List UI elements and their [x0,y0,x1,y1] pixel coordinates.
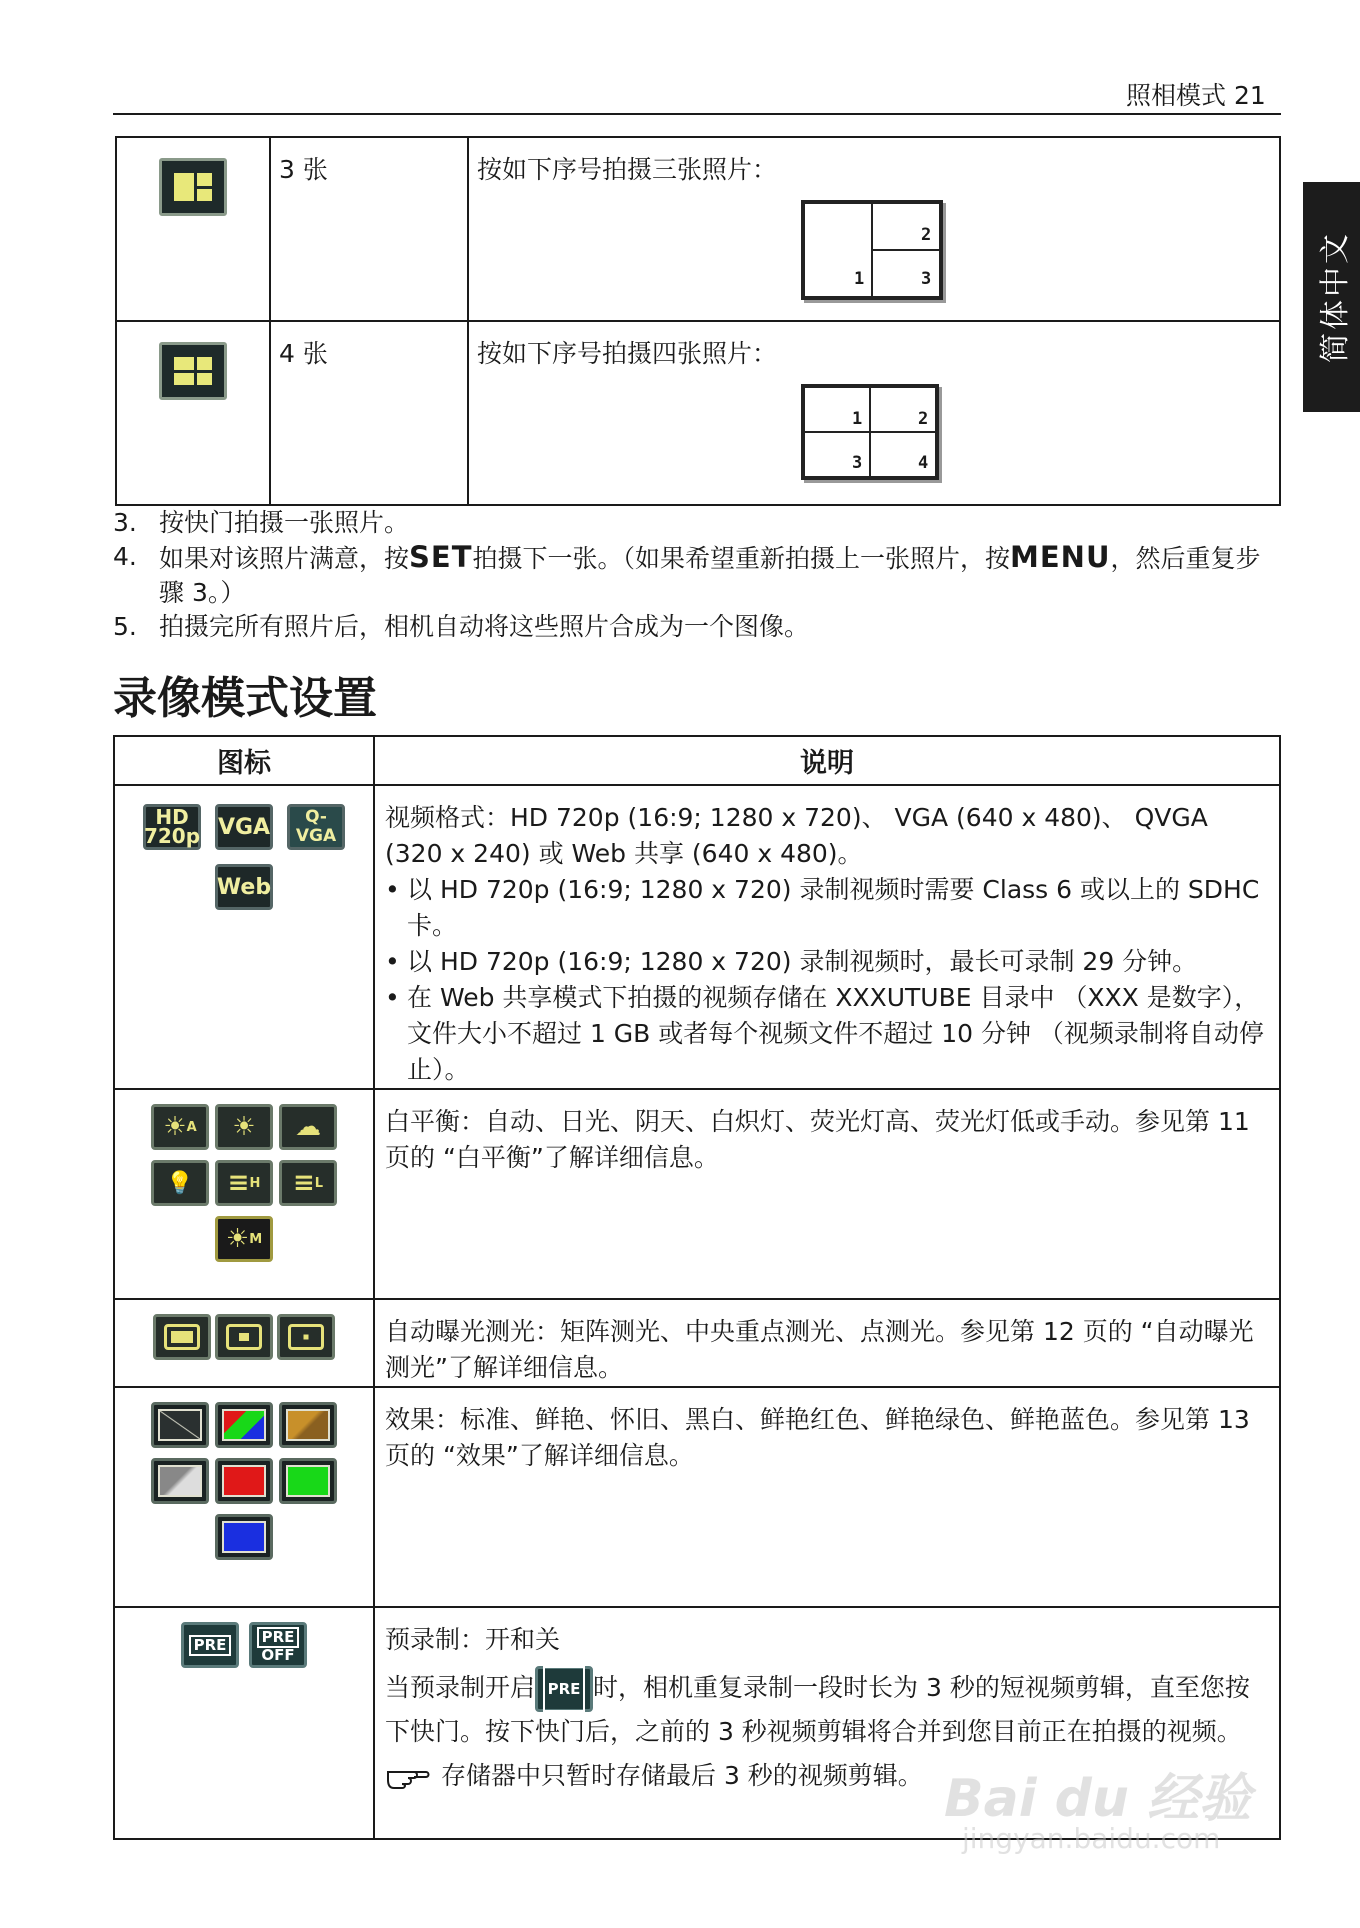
video-format-lead: 视频格式：HD 720p (16:9; 1280 x 720)、 VGA (640 x 480)、 QVGA (320 x 240) 或 Web 共享 (640 x 480)。 [385,803,1208,868]
vga-icon: VGA [215,804,273,850]
count-cell [270,321,468,505]
shot-count-table [115,136,1281,506]
watermark-logo: Bai du 经验 [944,1769,1251,1829]
step-number: 4. [113,542,137,571]
step-item [113,610,1283,644]
step-text: 按快门拍摄一张照片。 [159,508,410,537]
table-row [116,137,1280,321]
pre-record-paragraph: 当预录制开启 PRE 时，相机重复录制一段时长为 3 秒的短视频剪辑，直至您按下快门。按下快门后，之前的 3 秒视频剪辑将合并到您目前正在拍摄的视频。 [385,1666,1267,1752]
desc-cell [468,137,1280,321]
step-item [113,540,1283,610]
pre-record-off-icon: PRE OFF [249,1622,307,1668]
wb-cloudy-icon: ☁ [279,1104,337,1150]
web-icon: Web [215,864,273,910]
desc-cell [374,1299,1280,1387]
step-text: 拍摄下一张。（如果希望重新拍摄上一张照片，按 [472,544,1011,573]
diagram-number: 3 [852,453,863,473]
icon-cell [114,1089,374,1299]
effect-vivid-red-icon [215,1458,273,1504]
four-shot-diagram [801,384,939,480]
shot-count-label: 4 张 [279,339,328,368]
table-row [114,1387,1280,1607]
wb-daylight-icon: ☀ [215,1104,273,1150]
header-rule [113,113,1281,115]
count-cell [270,137,468,321]
step-text: 如果对该照片满意，按 [159,544,410,573]
list-item: • 以 HD 720p (16:9; 1280 x 720) 录制视频时，最长可录制 29 分钟。 [385,944,1267,980]
icon-column-header: 图标 [114,736,374,785]
qvga-icon: Q- VGA [287,804,345,850]
set-key-label: SET [409,540,473,574]
ae-matrix-icon [153,1314,211,1360]
step-list [113,506,1283,644]
page-header-title: 照相模式 21 [1126,81,1266,110]
list-item: • 在 Web 共享模式下拍摄的视频存储在 XXXUTUBE 目录中 （XXX 是数字），文件大小不超过 1 GB 或者每个视频文件不超过 10 分钟 （视频录制将自动停止）。 [385,980,1267,1088]
diagram-number: 4 [918,453,929,473]
step-text: 拍摄完所有照片后，相机自动将这些照片合成为一个图像。 [159,612,810,641]
icon-cell [114,1607,374,1839]
language-side-tab [1303,182,1360,412]
diagram-number: 2 [918,409,929,429]
effect-vivid-green-icon [279,1458,337,1504]
pre-record-title: 预录制：开和关 [385,1625,561,1654]
three-shot-diagram [801,200,943,300]
wb-fluorescent-low-icon: ≡ L [279,1160,337,1206]
white-balance-text: 白平衡：自动、日光、阴天、白炽灯、荧光灯高、荧光灯低或手动。参见第 11 页的 “白平衡”了解详细信息。 [385,1107,1250,1172]
list-item: • 以 HD 720p (16:9; 1280 x 720) 录制视频时需要 Class 6 或以上的 SDHC 卡。 [385,872,1267,944]
shot-description: 按如下序号拍摄三张照片： [477,155,778,184]
desc-cell [374,1387,1280,1607]
effect-sepia-icon [279,1402,337,1448]
desc-cell [374,1089,1280,1299]
wb-auto-icon: ☀ A [151,1104,209,1150]
hd-720p-icon: HD 720p [143,805,201,848]
video-mode-settings-table [113,735,1281,1840]
watermark-url: jingyan.baidu.com [962,1822,1221,1855]
pointing-hand-icon [385,1764,431,1790]
table-row [116,321,1280,505]
icon-cell [114,1387,374,1607]
pre-record-inline-icon: PRE [535,1666,593,1712]
diagram-number: 1 [854,269,865,289]
step-text: ，然后重复步骤 3。） [159,544,1261,607]
side-tab-label: 简体中文 [1317,231,1353,363]
desc-cell [374,785,1280,1089]
pre-record-on-icon: PRE [181,1622,239,1668]
step-number: 5. [113,612,137,641]
shot-description: 按如下序号拍摄四张照片： [477,339,778,368]
wb-manual-icon: ☀ M [215,1216,273,1262]
effect-vivid-icon [215,1402,273,1448]
step-item [113,506,1283,540]
diagram-number: 1 [852,409,863,429]
wb-fluorescent-high-icon: ≡ H [215,1160,273,1206]
menu-key-label: MENU [1010,540,1111,574]
four-shot-layout-icon [159,342,227,400]
three-shot-layout-icon [159,158,227,216]
table-row [114,785,1280,1089]
icon-cell [116,137,270,321]
icon-cell [114,1299,374,1387]
ae-spot-icon [277,1314,335,1360]
ae-center-weighted-icon [215,1314,273,1360]
diagram-number: 3 [921,269,932,289]
section-title: 录像模式设置 [113,673,377,724]
icon-cell [116,321,270,505]
shot-count-label: 3 张 [279,155,328,184]
wb-incandescent-icon: 💡 [151,1160,209,1206]
table-row [114,1089,1280,1299]
icon-cell [114,785,374,1089]
ae-metering-text: 自动曝光测光：矩阵测光、中央重点测光、点测光。参见第 12 页的 “自动曝光测光”了解详细信息。 [385,1317,1254,1382]
step-number: 3. [113,508,137,537]
effect-normal-icon [151,1402,209,1448]
effects-text: 效果：标准、鲜艳、怀旧、黑白、鲜艳红色、鲜艳绿色、鲜艳蓝色。参见第 13 页的 “效果”了解详细信息。 [385,1405,1250,1470]
pre-record-note: 存储器中只暂时存储最后 3 秒的视频剪辑。 [385,1758,1267,1794]
effect-vivid-blue-icon [215,1514,273,1560]
table-row [114,1299,1280,1387]
desc-column-header: 说明 [374,736,1280,785]
table-header-row [114,736,1280,785]
diagram-number: 2 [921,225,932,245]
effect-bw-icon [151,1458,209,1504]
desc-cell [468,321,1280,505]
